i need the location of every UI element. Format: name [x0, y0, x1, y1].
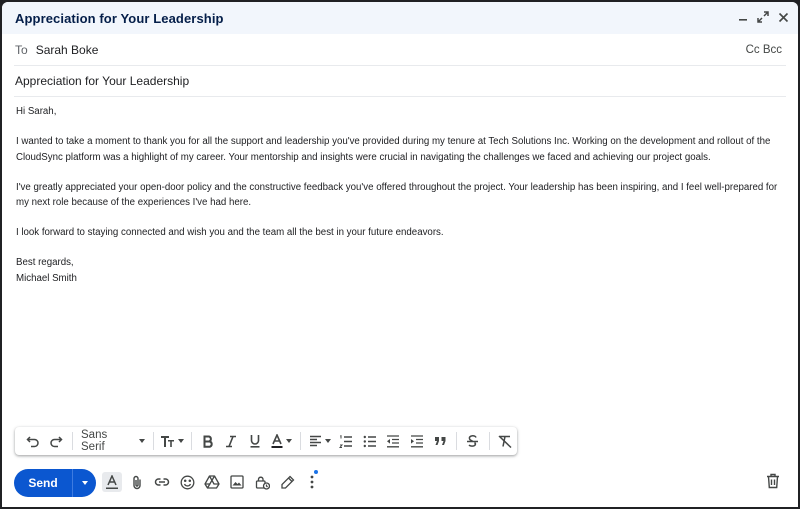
- font-family-value: Sans Serif: [81, 429, 108, 453]
- signature-block: [16, 255, 786, 286]
- photo-icon[interactable]: [227, 472, 247, 492]
- drive-icon[interactable]: [202, 472, 222, 492]
- indent-more-icon[interactable]: [405, 430, 429, 452]
- remove-formatting-icon[interactable]: [494, 430, 518, 452]
- to-label: To: [15, 42, 28, 57]
- compose-window: [2, 2, 798, 507]
- chevron-down-icon: [178, 439, 184, 443]
- notification-dot: [314, 470, 318, 474]
- link-icon[interactable]: [152, 472, 172, 492]
- compose-actions-bar: [2, 464, 798, 504]
- body-paragraph: I wanted to take a moment to thank you for all the support and leadership you've provided during my tenure at Tech Solutions Inc. Working on the development and rollout of the CloudSync platform was a highlight of my career. Your mentorship and insights were crucial in navigating the challenges we faced and achieving our project goals.: [16, 136, 771, 163]
- trash-icon[interactable]: [766, 473, 784, 491]
- emoji-icon[interactable]: [177, 472, 197, 492]
- chevron-down-icon: [139, 439, 145, 443]
- toolbar-divider: [191, 432, 192, 450]
- quote-icon[interactable]: [429, 430, 453, 452]
- redo-icon[interactable]: [45, 430, 69, 452]
- recipient-chip[interactable]: Sarah Boke: [35, 42, 99, 57]
- closing: Best regards,: [16, 257, 74, 268]
- undo-icon[interactable]: [21, 430, 45, 452]
- expand-icon[interactable]: [756, 10, 770, 24]
- toolbar-divider: [489, 432, 490, 450]
- to-field[interactable]: [14, 34, 786, 66]
- numbered-list-icon[interactable]: [334, 430, 358, 452]
- chevron-down-icon: [325, 439, 331, 443]
- toolbar-divider: [72, 432, 73, 450]
- toolbar-divider: [456, 432, 457, 450]
- send-button-group: [14, 469, 96, 497]
- text-color-icon[interactable]: [267, 430, 296, 452]
- title-bar[interactable]: [2, 2, 798, 34]
- bulleted-list-icon[interactable]: [358, 430, 382, 452]
- toolbar-divider: [153, 432, 154, 450]
- subject-field[interactable]: [14, 66, 786, 97]
- signature-name: Michael Smith: [16, 272, 77, 284]
- window-controls: [736, 10, 790, 24]
- body-paragraph: I look forward to staying connected and wish you and the team all the best in your future endeavors.: [16, 227, 444, 238]
- indent-less-icon[interactable]: [381, 430, 405, 452]
- confidential-icon[interactable]: [252, 472, 272, 492]
- message-body[interactable]: [16, 104, 786, 286]
- strikethrough-icon[interactable]: [461, 430, 485, 452]
- italic-icon[interactable]: [220, 430, 244, 452]
- more-options-icon[interactable]: [302, 472, 322, 492]
- send-button[interactable]: Send: [28, 476, 58, 490]
- toolbar-divider: [300, 432, 301, 450]
- font-family-select[interactable]: [77, 430, 149, 452]
- font-size-icon[interactable]: [158, 430, 187, 452]
- formatting-options-icon[interactable]: [102, 472, 122, 492]
- attach-icon[interactable]: [127, 472, 147, 492]
- cc-bcc-link[interactable]: Cc Bcc: [745, 44, 782, 56]
- underline-icon[interactable]: [243, 430, 267, 452]
- schedule-send-button[interactable]: [73, 469, 96, 497]
- close-icon[interactable]: [776, 10, 790, 24]
- signature-icon[interactable]: [277, 472, 297, 492]
- formatting-toolbar: [15, 427, 517, 455]
- body-paragraph: I've greatly appreciated your open-door policy and the constructive feedback you've offered throughout the project. Your leadership has been inspiring, and I feel well-prepared for my next role because of the experiences I've had here.: [16, 181, 778, 208]
- bottom-toolbar-icons: [102, 472, 322, 492]
- chevron-down-icon: [82, 481, 88, 485]
- align-icon[interactable]: [305, 430, 334, 452]
- window-title: Appreciation for Your Leadership: [15, 11, 224, 26]
- subject-input[interactable]: Appreciation for Your Leadership: [15, 74, 190, 88]
- bold-icon[interactable]: [196, 430, 220, 452]
- minimize-icon[interactable]: [736, 10, 750, 24]
- chevron-down-icon: [286, 439, 292, 443]
- greeting: Hi Sarah,: [16, 106, 57, 117]
